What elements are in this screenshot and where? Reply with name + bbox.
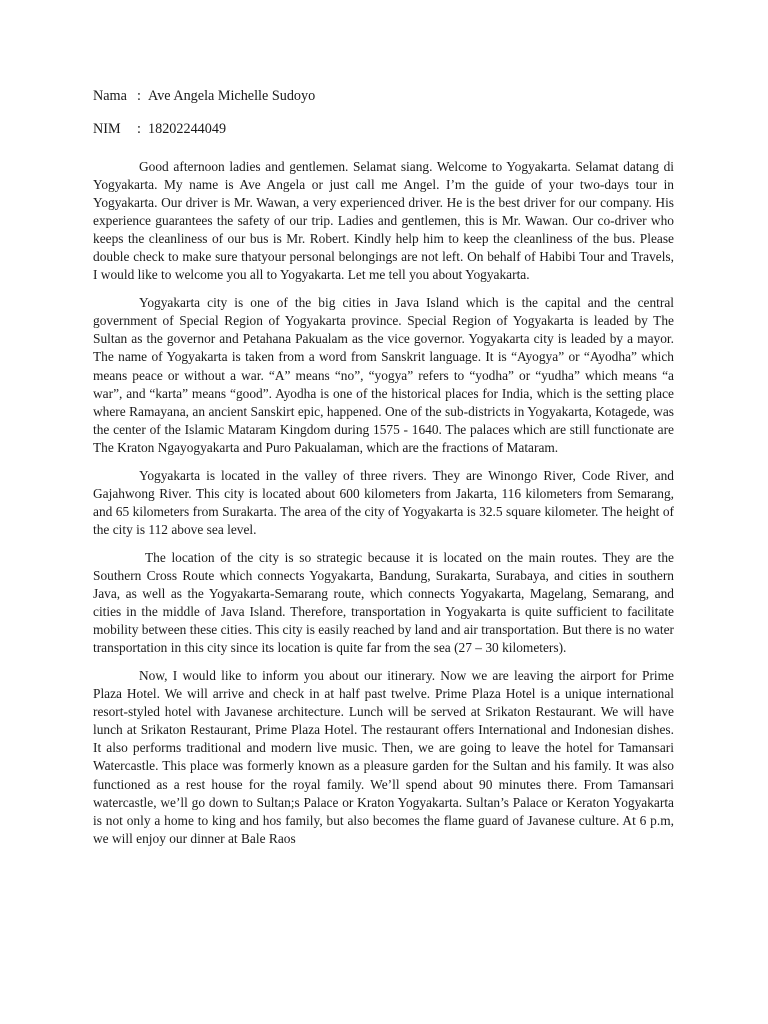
name-separator: :	[137, 88, 141, 104]
name-row	[93, 86, 315, 106]
paragraph-city-overview: Yogyakarta city is one of the big cities in Java Island which is the capital and the central government of Special Region of Yogyakarta province. Special Region of Yogyakarta is leaded by The Sultan as the governor and Petahana Pakualam as the vice governor. Yogyakarta city is leaded by a mayor. The name of Yogyakarta is taken from a word from Sanskrit language. It is “Ayogya” or “Ayodha” which means peace or without a war. “A” means “no”, “yogya” refers to “yodha” or “yudha” which means “a war”, and “karta” means “good”. Ayodha is one of the historical places for India, which is the setting place where Ramayana, an ancient Sanskirt epic, happened. One of the sub-districts in Yogyakarta, Kotagede, was the center of the Islamic Mataram Kingdom during 1575 - 1640. The palaces which are still functionate are The Kraton Ngayogyakarta and Puro Pakualaman, which are the fractions of Mataram.	[93, 295, 674, 455]
paragraph-geography: Yogyakarta is located in the valley of three rivers. They are Winongo River, Code River, and Gajahwong River. This city is located about 600 kilometers from Jakarta, 116 kilometers from Semarang, and 65 kilometers from Surakarta. The area of the city of Yogyakarta is 32.5 square kilometer. The height of the city is 112 above sea level.	[93, 467, 674, 537]
name-label: Nama	[93, 88, 127, 104]
document-body	[93, 158, 674, 858]
student-info	[93, 86, 315, 139]
nim-value: 18202244049	[148, 121, 227, 137]
nim-label: NIM	[93, 121, 121, 137]
nim-separator: :	[137, 121, 141, 137]
name-value: Ave Angela Michelle Sudoyo	[148, 88, 316, 104]
paragraph-routes: The location of the city is so strategic because it is located on the main routes. They are the Southern Cross Route which connects Yogyakarta, Bandung, Surakarta, Surabaya, and cities in southern Java, as well as the Yogyakarta-Semarang route, which connects Yogyakarta, Magelang, Semarang, and cities in the middle of Java Island. Therefore, transportation in Yogyakarta is quite sufficient to facilitate mobility between these cities. This city is easily reached by land and air transportation. But there is no water transportation in this city since its location is quite far from the sea (27 – 30 kilometers).	[93, 549, 674, 656]
nim-row	[93, 119, 315, 139]
paragraph-itinerary: Now, I would like to inform you about our itinerary. Now we are leaving the airport for Prime Plaza Hotel. We will arrive and check in at half past twelve. Prime Plaza Hotel is a unique international resort-styled hotel with Javanese architecture. Lunch will be served at Srikaton Restaurant. We will have lunch at Srikaton Restaurant, Prime Plaza Hotel. The restaurant offers International and Indonesian dishes. It also performs traditional and modern live music. Then, we are going to leave the hotel for Tamansari Watercastle. This place was formerly known as a pleasure garden for the Sultan and his family. It was also functioned as a rest house for the royal family. We’ll spend about 90 minutes there. From Tamansari watercastle, we’ll go down to Sultan;s Palace or Kraton Yogyakarta. Sultan’s Palace or Keraton Yogyakarta is not only a home to king and hos family, but also becomes the flame guard of Javanese culture. At 6 p.m, we will enjoy our dinner at Bale Raos	[93, 668, 674, 846]
paragraph-welcome: Good afternoon ladies and gentlemen. Selamat siang. Welcome to Yogyakarta. Selamat datang di Yogyakarta. My name is Ave Angela or just call me Angel. I’m the guide of your two-days tour in Yogyakarta. Our driver is Mr. Wawan, a very experienced driver. He is the best driver for our company. His experience guarantees the safety of our trip. Ladies and gentlemen, this is Mr. Wawan. Our co-driver who keeps the cleanliness of our bus is Mr. Robert. Kindly help him to keep the cleanliness of the bus. Please double check to make sure thatyour personal belongings are not left. On behalf of Habibi Tour and Travels, I would like to welcome you all to Yogyakarta. Let me tell you about Yogyakarta.	[93, 159, 674, 283]
